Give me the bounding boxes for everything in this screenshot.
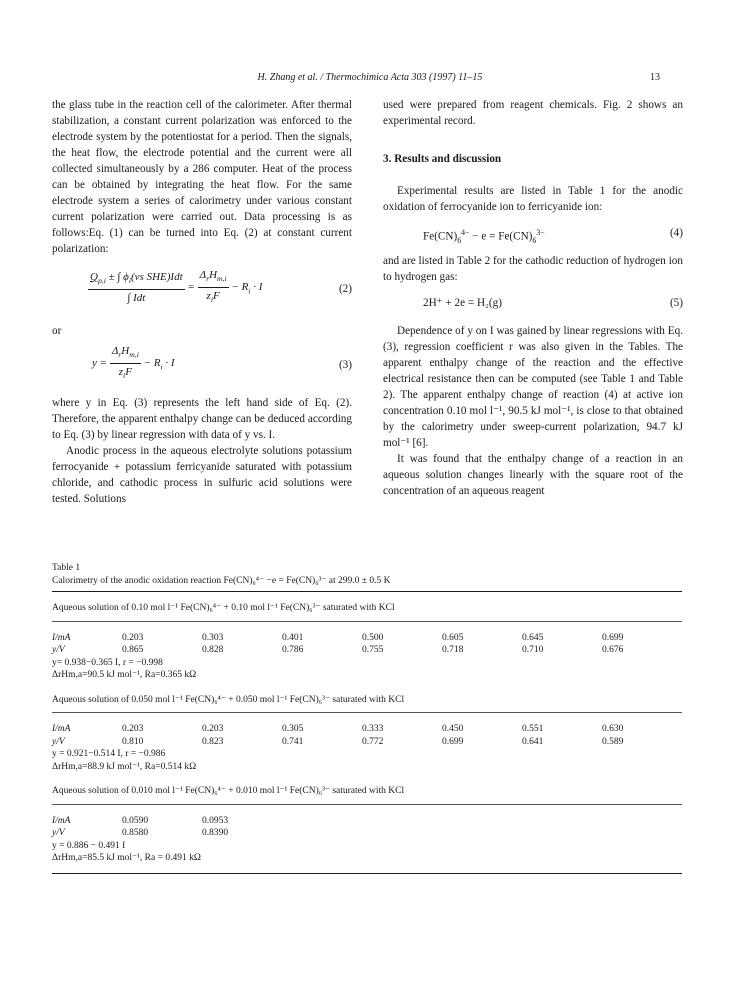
group-rule	[52, 804, 682, 805]
regression-line: y = 0.886 − 0.491 I	[52, 840, 126, 851]
table-caption: Calorimetry of the anodic oxidation reaction Fe(CN)₆⁴⁻ −e = Fe(CN)₆³⁻ at 299.0 ± 0.5 K	[52, 575, 391, 586]
table-cell: 0.699	[602, 632, 624, 643]
table-cell: 0.630	[602, 724, 624, 734]
table-cell	[522, 815, 602, 828]
paragraph: where y in Eq. (3) represents the left hand side of Eq. (2). Therefore, the apparent enthalpy change can be deduced according to Eq. (3) by linear regression with data of y vs. I.	[52, 397, 352, 441]
data-table	[52, 723, 682, 748]
table-cell: 0.828	[202, 645, 224, 655]
paragraph: Experimental results are listed in Table 1 for the anodic oxidation of ferrocyanide ion to ferricyanide ion:	[383, 185, 683, 213]
group-heading: Aqueous solution of 0.010 mol l⁻¹ Fe(CN)₆⁴⁻ + 0.010 mol l⁻¹ Fe(CN)₆³⁻ saturated with KCl	[52, 786, 405, 796]
table-group	[52, 602, 682, 682]
row-label: y/V	[52, 828, 65, 838]
group-heading: Aqueous solution of 0.050 mol l⁻¹ Fe(CN)₆⁴⁻ + 0.050 mol l⁻¹ Fe(CN)₆³⁻ saturated with KCl	[52, 694, 405, 705]
equation-2	[52, 267, 352, 315]
table-row	[52, 723, 682, 736]
table-cell	[602, 827, 682, 840]
table-cell: 0.203	[202, 724, 224, 734]
equation-5-body: 2H⁺ + 2e = H₂(g)	[423, 297, 502, 309]
group-heading: Aqueous solution of 0.10 mol l⁻¹ Fe(CN)₆⁴⁻ + 0.10 mol l⁻¹ Fe(CN)₆³⁻ saturated with KCl	[52, 603, 395, 613]
equation-4	[383, 223, 683, 245]
regression-line: y= 0.938−0.365 I, r = −0.998	[52, 657, 163, 668]
table-cell: 0.755	[362, 645, 384, 655]
table-cell: 0.823	[202, 736, 224, 747]
data-table	[52, 815, 682, 840]
table-cell: 0.0590	[122, 815, 149, 826]
table-cell	[522, 827, 602, 840]
regression-line: y = 0.921−0.514 I, r = −0.986	[52, 749, 166, 759]
table-cell: 0.333	[362, 724, 384, 734]
table-cell: 0.710	[522, 645, 544, 655]
equation-5	[383, 293, 683, 315]
result-line: ΔrHm,a=88.9 kJ mol⁻¹, Ra=0.514 kΩ	[52, 761, 197, 772]
paragraph: It was found that the enthalpy change of a reaction in an aqueous solution changes linearly with the square root of the concentration of an aqueous reagent	[383, 453, 683, 497]
table-group	[52, 694, 682, 774]
table-cell: 0.699	[442, 736, 464, 747]
equation-4-body: $Fe(CN)_6^{4-} - e = Fe(CN)_6^{3-}$	[423, 228, 545, 245]
row-label: y/V	[52, 736, 65, 747]
equation-number: (2)	[338, 283, 352, 295]
or-text: or	[52, 325, 62, 337]
table-cell: 0.786	[282, 645, 304, 655]
table-cell: 0.305	[282, 724, 304, 734]
table-group	[52, 785, 682, 865]
table-cell: 0.645	[522, 632, 544, 643]
table-cell: 0.605	[442, 632, 464, 643]
table-cell	[442, 815, 522, 828]
paragraph: Anodic process in the aqueous electrolyte solutions potassium ferrocyanide + potassium ferricyanide saturated with potassium chloride, and cathodic process in sulfuric acid solutions were tested. Solutions	[52, 445, 352, 505]
group-rule	[52, 712, 682, 713]
table-cell: 0.0953	[202, 815, 229, 826]
table-bottom-rule	[52, 873, 682, 874]
paragraph: used were prepared from reagent chemicals. Fig. 2 shows an experimental record.	[383, 99, 683, 127]
table-cell	[282, 827, 362, 840]
row-label: I/mA	[52, 632, 71, 643]
table-cell	[362, 827, 442, 840]
table-cell	[282, 815, 362, 828]
group-rule	[52, 621, 682, 622]
table-cell: 0.203	[122, 632, 144, 643]
right-column	[383, 97, 683, 499]
table-top-rule	[52, 591, 682, 592]
data-table	[52, 632, 682, 657]
table-cell: 0.203	[122, 724, 144, 734]
table-cell	[602, 815, 682, 828]
table-cell: 0.450	[442, 724, 464, 734]
row-label: y/V	[52, 645, 65, 655]
table-cell: 0.8390	[202, 828, 229, 838]
table-cell: 0.500	[362, 632, 384, 643]
table-cell: 0.551	[522, 724, 544, 734]
equation-3	[52, 343, 352, 391]
table-cell: 0.718	[442, 645, 464, 655]
paragraph: and are listed in Table 2 for the cathodic reduction of hydrogen ion to hydrogen gas:	[383, 255, 683, 283]
equation-2-body: $\frac{Q_{p,i} \pm \int \phi_i(vs SHE)Idt}{\text{∫ Idt}}$ = $\frac{\Delta_rH_{m,i}}{z_iF}$ − $R_i \cdot I$	[90, 269, 263, 305]
result-line: ΔrHm,a=90.5 kJ mol⁻¹, Ra=0.365 kΩ	[52, 670, 197, 680]
row-label: I/mA	[52, 724, 71, 734]
equation-number: (4)	[669, 227, 683, 239]
table-cell: 0.865	[122, 645, 144, 655]
equation-number: (3)	[338, 359, 352, 371]
page-number: 13	[650, 72, 660, 83]
table-cell: 0.8580	[122, 828, 149, 838]
running-header: H. Zhang et al. / Thermochimica Acta 303 (1997) 11–15	[257, 72, 483, 83]
table-row	[52, 736, 682, 749]
table-cell	[442, 827, 522, 840]
table-cell: 0.810	[122, 736, 144, 747]
table-label: Table 1	[52, 563, 81, 573]
result-line: ΔrHm,a=85.5 kJ mol⁻¹, Ra = 0.491 kΩ	[52, 853, 201, 863]
table-cell: 0.589	[602, 736, 624, 747]
table-cell: 0.676	[602, 645, 624, 655]
paragraph: Dependence of y on I was gained by linear regressions with Eq. (3), regression coefficient r was also given in the Tables. The apparent enthalpy change of the reaction and the effective electrical resistance then can be computed (see Table 1 and Table 2). The apparent enthalpy change of reaction (4) at active ion concentration 0.10 mol l⁻¹, 90.5 kJ mol⁻¹, is close to that obtained by the calorimetry under sweep-current polarization, 94.7 kJ mol⁻¹ [6].	[383, 325, 683, 449]
table-cell: 0.772	[362, 736, 384, 747]
section-heading: 3. Results and discussion	[383, 153, 502, 165]
left-column	[52, 97, 352, 507]
table-1	[52, 562, 682, 874]
row-label: I/mA	[52, 815, 71, 826]
equation-3-body: y = $\frac{\Delta_rH_{m,i}}{z_iF}$ − $R_i \cdot I$	[92, 345, 175, 381]
table-row	[52, 815, 682, 828]
table-row	[52, 827, 682, 840]
table-cell	[362, 815, 442, 828]
equation-number: (5)	[669, 297, 683, 309]
table-cell: 0.401	[282, 632, 304, 643]
table-cell: 0.303	[202, 632, 224, 643]
table-cell: 0.741	[282, 736, 304, 747]
table-row	[52, 644, 682, 657]
paragraph: the glass tube in the reaction cell of the calorimeter. After thermal stabilization, a constant current polarization was enforced to the electrode system by the potentiostat for a period. Then the signals, the heat flow, the electrode potential and the current were all collected simultaneously by a 286 computer. Heat of the process can be obtained by integrating the heat flow. For the same electrode system a series of calorimetry under various constant current polarization were carried out. Data processing is as follows:Eq. (1) can be turned into Eq. (2) at constant current polarization:	[52, 99, 352, 255]
table-row	[52, 632, 682, 645]
table-cell: 0.641	[522, 736, 544, 747]
